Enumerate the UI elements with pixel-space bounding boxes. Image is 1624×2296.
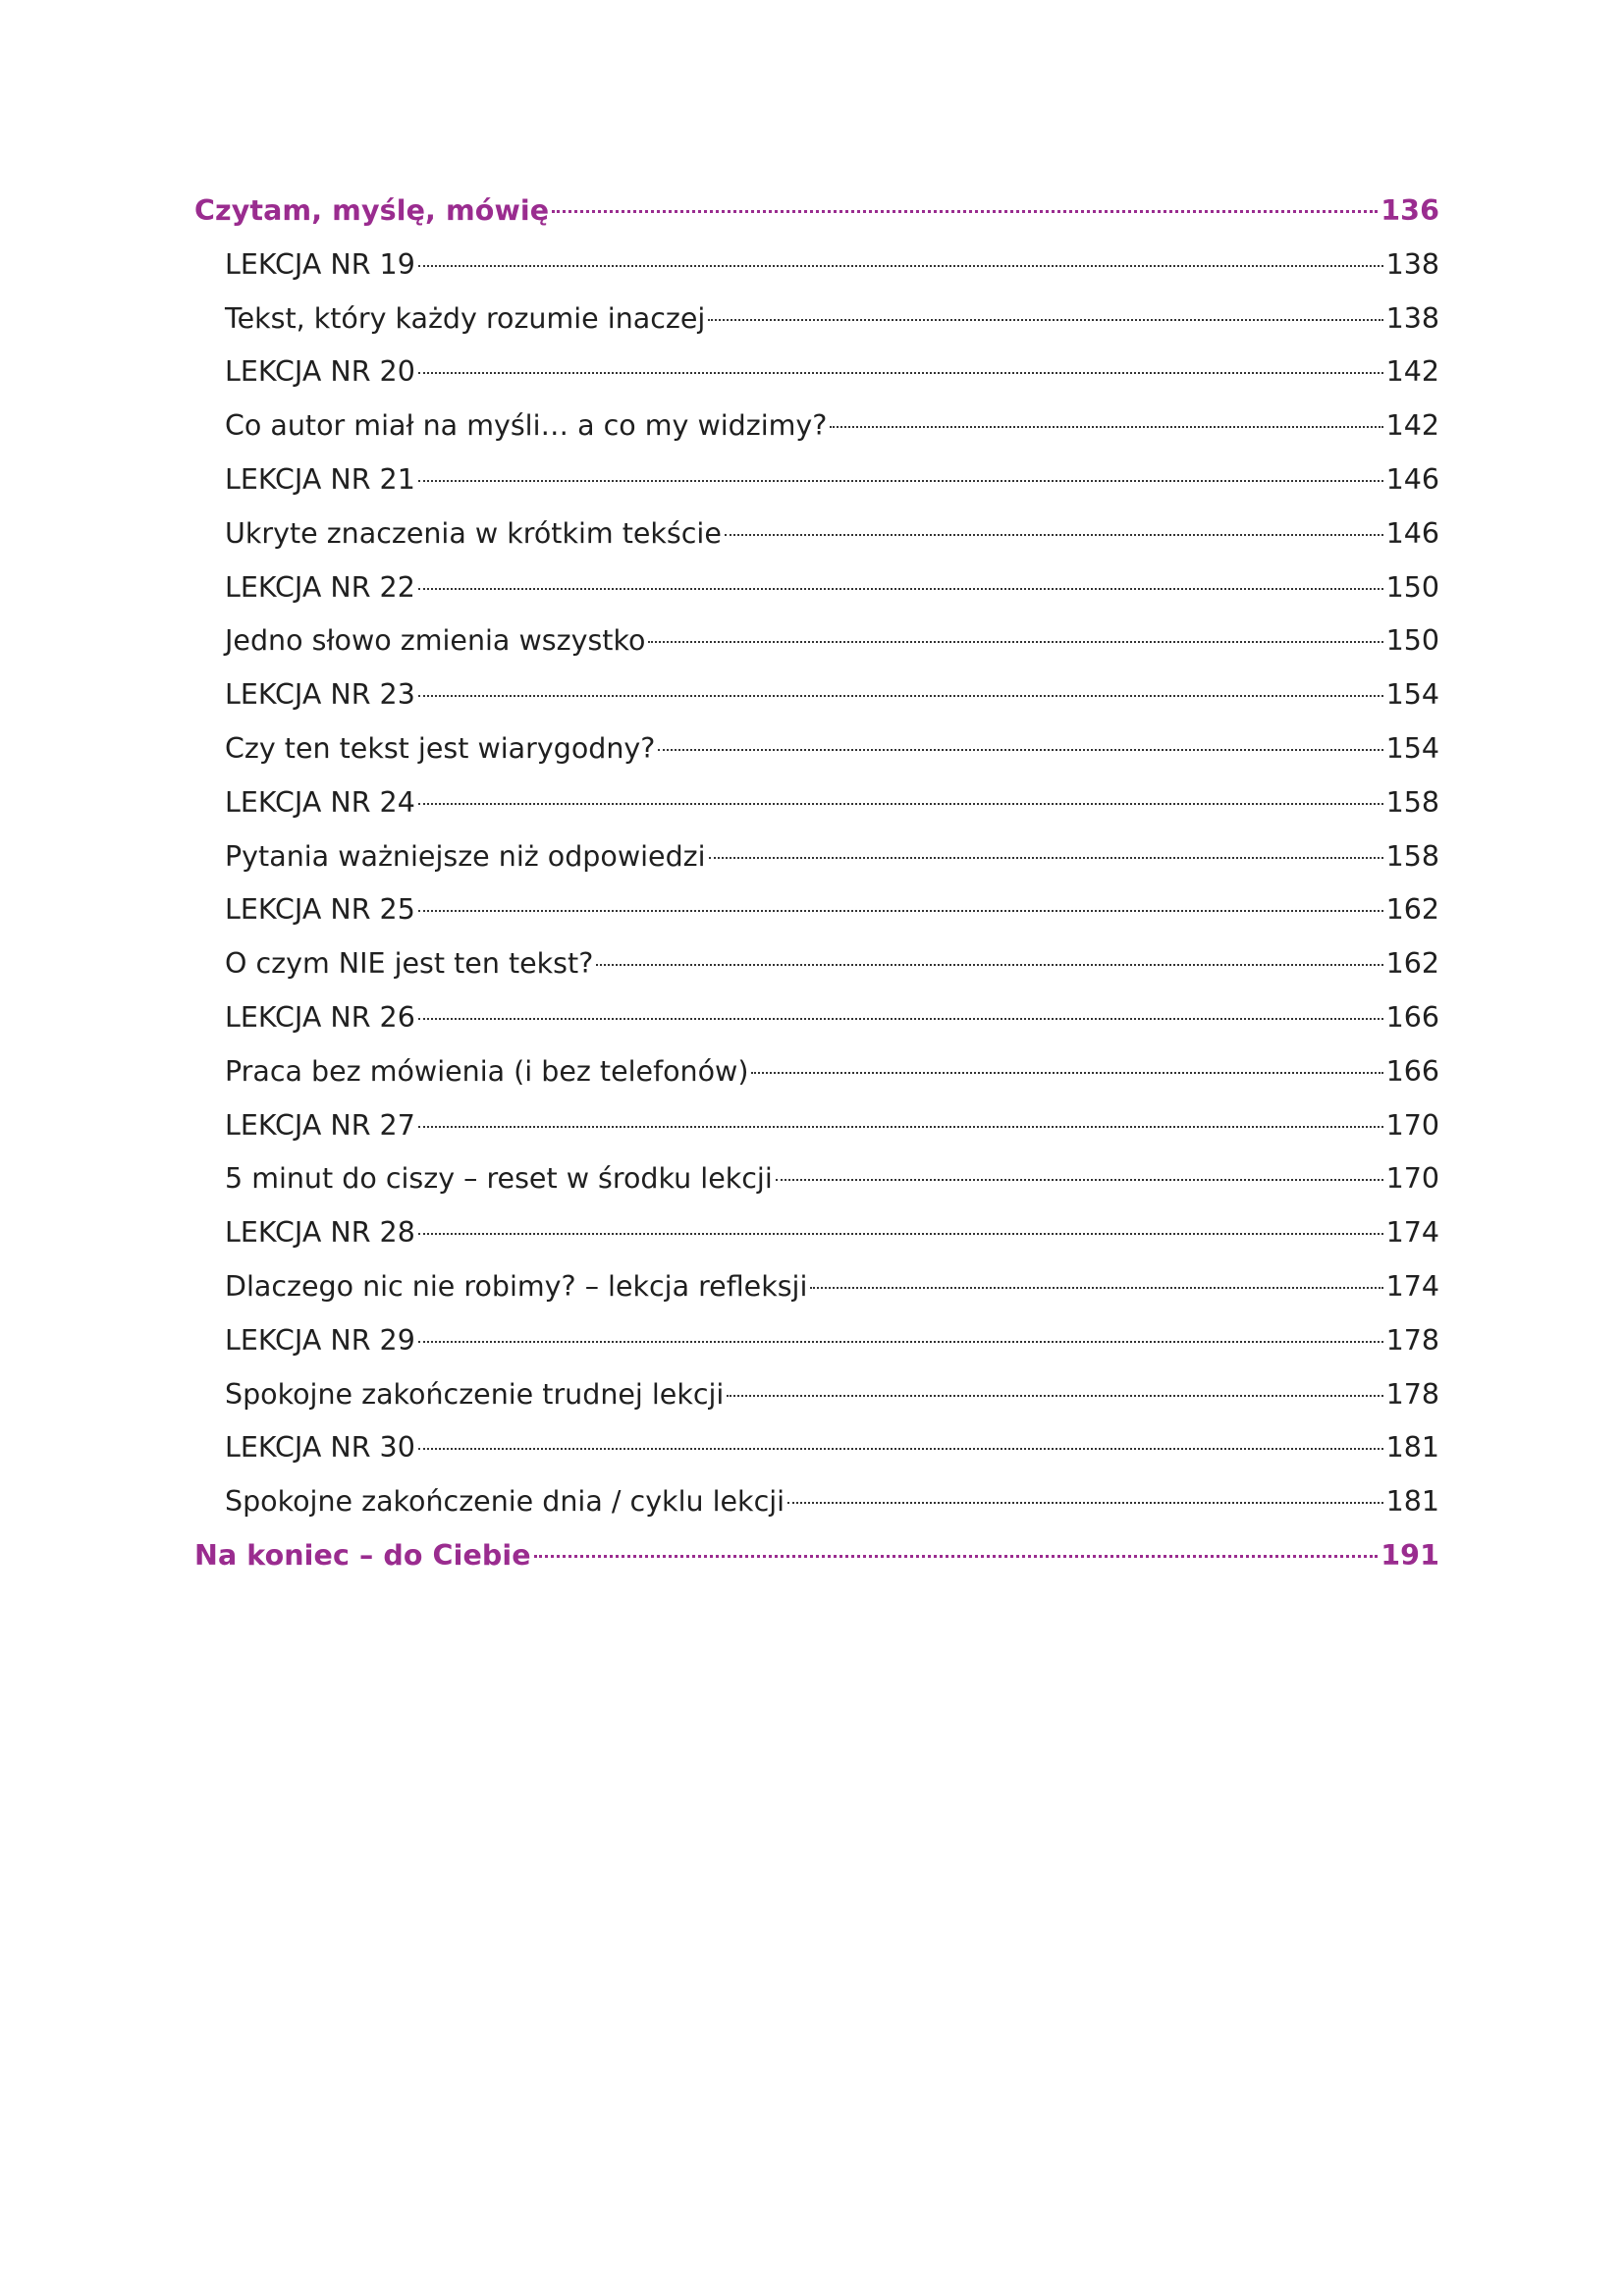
toc-row[interactable] (194, 1322, 1439, 1376)
dot-leader (776, 1179, 1383, 1181)
dot-leader (418, 803, 1383, 805)
dot-leader (418, 372, 1383, 374)
toc-entry-title: LEKCJA NR 30 (225, 1431, 415, 1465)
toc-section-heading[interactable] (194, 1537, 1439, 1591)
dot-leader (709, 857, 1383, 859)
toc-page-number: 150 (1385, 570, 1439, 604)
toc-page-number: 174 (1385, 1269, 1439, 1303)
toc-page-number: 150 (1385, 624, 1439, 658)
dot-leader (418, 1448, 1383, 1450)
toc-page-number: 170 (1385, 1162, 1439, 1196)
toc-entry-title: Czy ten tekst jest wiarygodny? (225, 731, 656, 765)
toc-row[interactable] (194, 353, 1439, 407)
toc-row[interactable] (194, 1483, 1439, 1537)
dot-leader (418, 588, 1383, 590)
dot-leader (751, 1072, 1382, 1074)
toc-page-number: 181 (1385, 1485, 1439, 1519)
toc-row[interactable] (194, 1107, 1439, 1161)
toc-page-number: 178 (1385, 1323, 1439, 1357)
toc-page-number: 154 (1385, 678, 1439, 712)
toc-page-number: 136 (1380, 194, 1439, 227)
toc-page-number: 162 (1385, 947, 1439, 981)
toc-entry-title: Spokojne zakończenie trudnej lekcji (225, 1377, 725, 1411)
toc-entry-title: LEKCJA NR 27 (225, 1108, 415, 1142)
toc-entry-title: Praca bez mówienia (i bez telefonów) (225, 1054, 749, 1088)
toc-page-number: 174 (1385, 1216, 1439, 1250)
toc-row[interactable] (194, 300, 1439, 354)
toc-row[interactable] (194, 569, 1439, 623)
toc-entry-title: LEKCJA NR 23 (225, 678, 415, 712)
toc-row[interactable] (194, 407, 1439, 461)
toc-entry-title: Czytam, myślę, mówię (194, 194, 550, 227)
toc-page-number: 166 (1385, 1000, 1439, 1034)
dot-leader (418, 480, 1383, 482)
toc-entry-title: LEKCJA NR 21 (225, 462, 415, 496)
toc-page-number: 166 (1385, 1054, 1439, 1088)
dot-leader (418, 1233, 1383, 1235)
toc-page-number: 191 (1380, 1538, 1439, 1572)
toc-entry-title: LEKCJA NR 20 (225, 355, 415, 389)
toc-row[interactable] (194, 1376, 1439, 1430)
toc-row[interactable] (194, 461, 1439, 515)
dot-leader (534, 1555, 1379, 1558)
toc-page-number: 158 (1385, 839, 1439, 873)
toc-row[interactable] (194, 246, 1439, 300)
toc-section-heading[interactable] (194, 192, 1439, 246)
toc-page-number: 154 (1385, 731, 1439, 765)
toc-page-number: 158 (1385, 785, 1439, 819)
dot-leader (418, 910, 1383, 912)
dot-leader (552, 210, 1378, 213)
toc-page-number: 178 (1385, 1377, 1439, 1411)
dot-leader (708, 319, 1382, 321)
dot-leader (810, 1287, 1382, 1289)
toc-entry-title: LEKCJA NR 25 (225, 893, 415, 927)
toc-entry-title: LEKCJA NR 29 (225, 1323, 415, 1357)
toc-page-number: 142 (1385, 409, 1439, 443)
toc-entry-title: Dlaczego nic nie robimy? – lekcja refleksji (225, 1269, 808, 1303)
dot-leader (725, 534, 1383, 536)
toc-row[interactable] (194, 1429, 1439, 1483)
toc-entry-title: Jedno słowo zmienia wszystko (225, 624, 646, 658)
toc-entry-title: Na koniec – do Ciebie (194, 1538, 531, 1572)
dot-leader (830, 426, 1382, 428)
toc-row[interactable] (194, 1160, 1439, 1214)
toc-entry-title: Spokojne zakończenie dnia / cyklu lekcji (225, 1485, 785, 1519)
toc-entry-title: O czym NIE jest ten tekst? (225, 947, 594, 981)
dot-leader (658, 749, 1382, 751)
dot-leader (418, 265, 1383, 267)
toc-page-number: 146 (1385, 462, 1439, 496)
toc-row[interactable] (194, 1268, 1439, 1322)
toc-row[interactable] (194, 945, 1439, 999)
toc-entry-title: LEKCJA NR 28 (225, 1216, 415, 1250)
toc-row[interactable] (194, 838, 1439, 892)
toc-row[interactable] (194, 515, 1439, 569)
dot-leader (596, 964, 1382, 966)
toc-row[interactable] (194, 999, 1439, 1053)
dot-leader (418, 695, 1383, 697)
dot-leader (727, 1395, 1382, 1397)
dot-leader (787, 1502, 1383, 1504)
toc-page-number: 142 (1385, 355, 1439, 389)
toc-page-number: 138 (1385, 247, 1439, 281)
toc-entry-title: Co autor miał na myśli… a co my widzimy? (225, 409, 828, 443)
toc-entry-title: Pytania ważniejsze niż odpowiedzi (225, 839, 706, 873)
toc-page-number: 181 (1385, 1431, 1439, 1465)
toc-row[interactable] (194, 730, 1439, 784)
toc-entry-title: Tekst, który każdy rozumie inaczej (225, 301, 706, 335)
dot-leader (418, 1018, 1383, 1020)
toc-row[interactable] (194, 1214, 1439, 1268)
toc-page-number: 162 (1385, 893, 1439, 927)
toc-entry-title: 5 minut do ciszy – reset w środku lekcji (225, 1162, 773, 1196)
toc-row[interactable] (194, 622, 1439, 676)
toc-row[interactable] (194, 676, 1439, 730)
toc-row[interactable] (194, 1053, 1439, 1107)
table-of-contents (194, 192, 1439, 1591)
toc-page-number: 146 (1385, 516, 1439, 550)
toc-page-number: 138 (1385, 301, 1439, 335)
toc-row[interactable] (194, 784, 1439, 838)
toc-row[interactable] (194, 891, 1439, 945)
toc-page-number: 170 (1385, 1108, 1439, 1142)
toc-entry-title: LEKCJA NR 19 (225, 247, 415, 281)
toc-entry-title: LEKCJA NR 24 (225, 785, 415, 819)
toc-entry-title: LEKCJA NR 26 (225, 1000, 415, 1034)
toc-entry-title: Ukryte znaczenia w krótkim tekście (225, 516, 722, 550)
dot-leader (418, 1126, 1383, 1128)
dot-leader (418, 1341, 1383, 1343)
toc-entry-title: LEKCJA NR 22 (225, 570, 415, 604)
dot-leader (648, 641, 1382, 643)
